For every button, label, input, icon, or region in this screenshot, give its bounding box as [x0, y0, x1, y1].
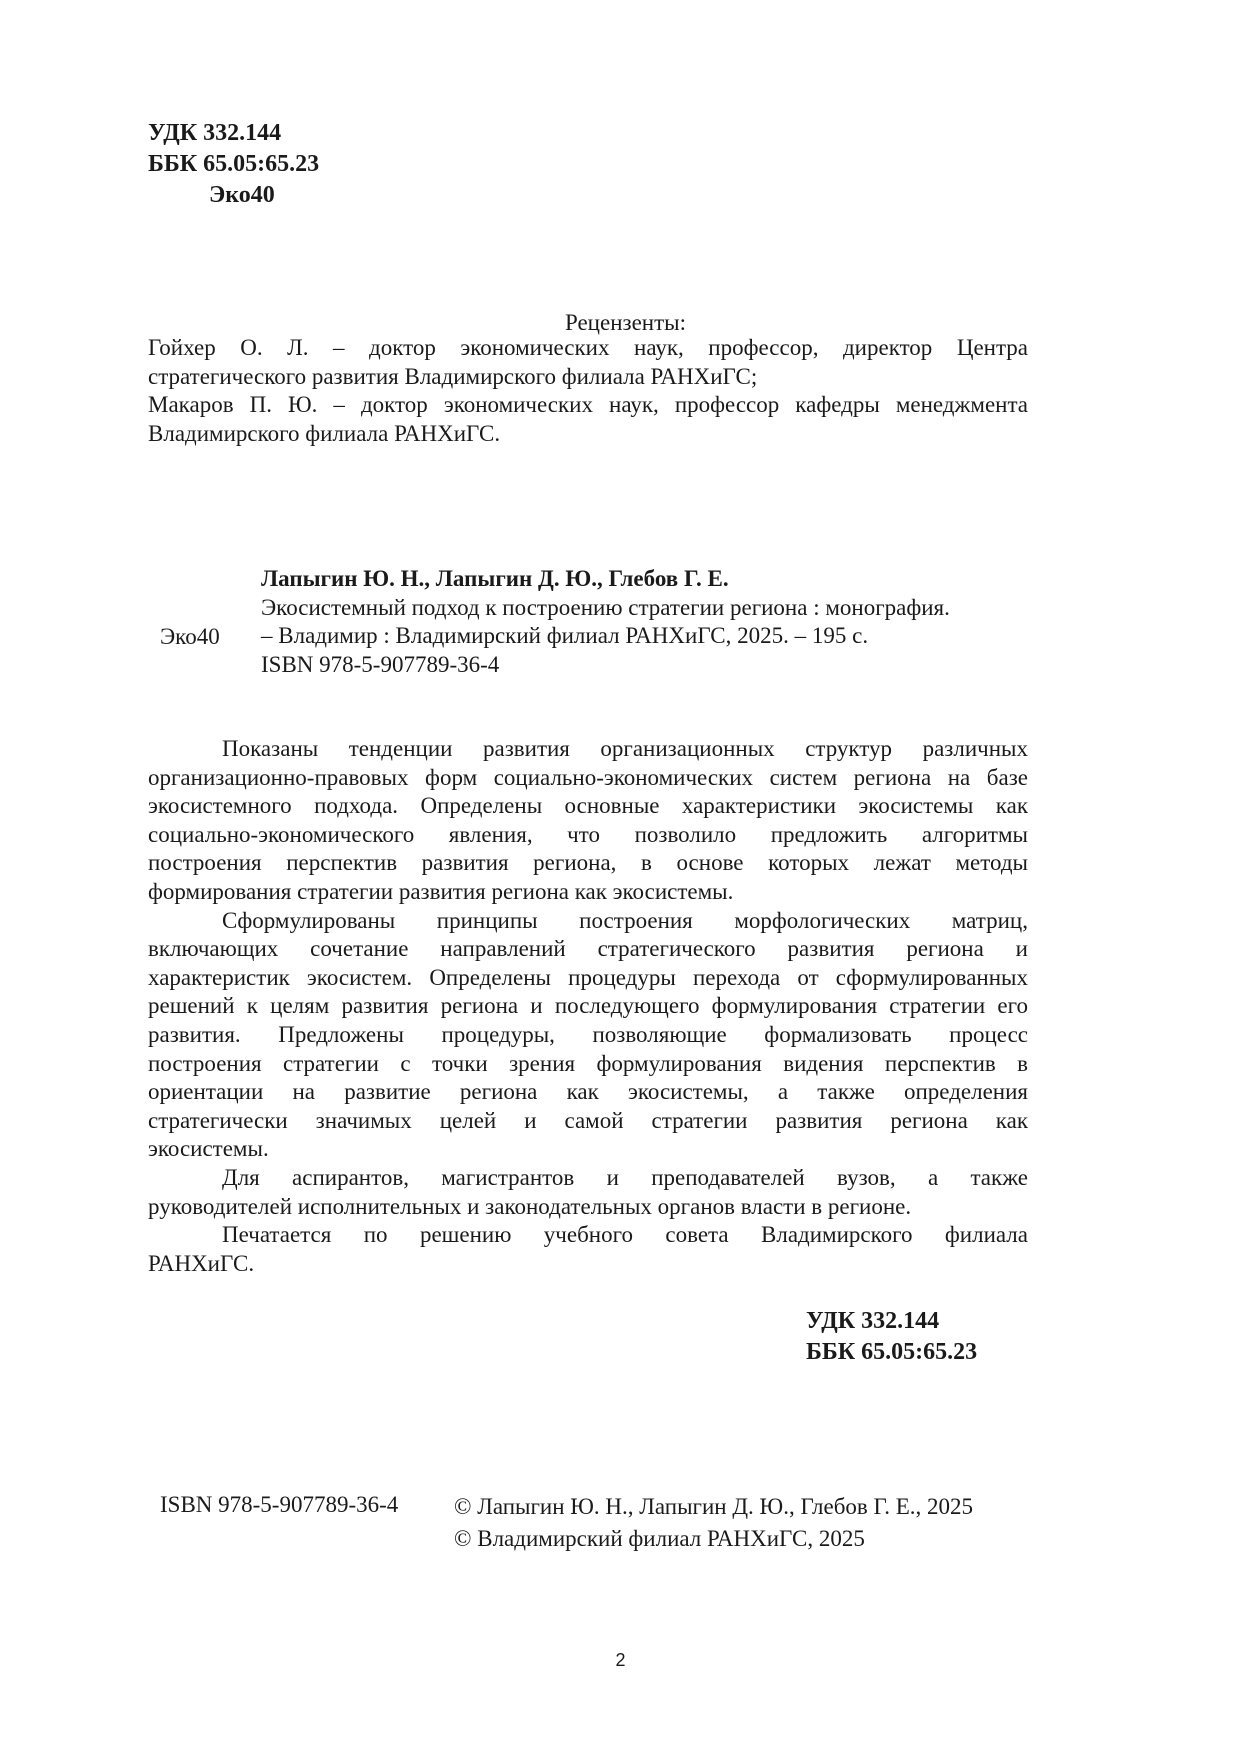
- imprint-isbn: ISBN 978-5-907789-36-4: [160, 1492, 399, 1517]
- annotation-line: построения перспектив развития региона, в основе которых лежат методы: [148, 850, 1028, 876]
- annotation-line: Печатается по решению учебного совета Владимирского филиала: [222, 1222, 1028, 1248]
- annotation-line: Показаны тенденции развития организационных структур различных: [222, 736, 1028, 761]
- page-number: 2: [615, 1650, 626, 1670]
- reviewer-line: Владимирского филиала РАНХиГС.: [148, 420, 501, 446]
- reviewer-line: стратегического развития Владимирского филиала РАНХиГС;: [148, 363, 758, 389]
- annotation-line: экосистемного подхода. Определены основные характеристики экосистемы как: [148, 793, 1028, 819]
- annotation-line: ориентации на развитие региона как экосистемы, а также определения: [148, 1079, 1028, 1105]
- bib-authors: Лапыгин Ю. Н., Лапыгин Д. Ю., Глебов Г. Е.: [261, 566, 729, 591]
- annotation-paragraph: [148, 735, 1028, 907]
- bib-publisher: – Владимир : Владимирский филиал РАНХиГС, 2025. – 195 с.: [261, 623, 869, 649]
- annotation-paragraph: [148, 1221, 1028, 1278]
- annotation-line: руководителей исполнительных и законодательных органов власти в регионе.: [148, 1193, 912, 1219]
- annotation-paragraph: [148, 907, 1028, 1164]
- annotation-line: развития. Предложены процедуры, позволяющие формализовать процесс: [148, 1021, 1028, 1047]
- bbk-code-bottom: ББК 65.05:65.23: [806, 1339, 978, 1365]
- annotation: [148, 735, 1028, 1278]
- bib-author-mark: Эко40: [160, 624, 220, 649]
- reviewers-list: [148, 334, 1028, 448]
- annotation-line: построения стратегии с точки зрения формулирования видения перспектив в: [148, 1050, 1028, 1076]
- annotation-line: экосистемы.: [148, 1136, 269, 1162]
- reviewer-line: Макаров П. Ю. – доктор экономических наук, профессор кафедры менеджмента: [148, 392, 1028, 418]
- annotation-line: социально-экономического явления, что позволило предложить алгоритмы: [148, 821, 1028, 847]
- bibliographic-record: [261, 565, 1027, 679]
- annotation-line: включающих сочетание направлений стратегического развития региона и: [148, 936, 1028, 962]
- copyright-publisher: © Владимирский филиал РАНХиГС, 2025: [454, 1526, 865, 1551]
- annotation-line: стратегически значимых целей и самой стратегии развития региона как: [148, 1107, 1028, 1133]
- udk-code-bottom: УДК 332.144: [806, 1308, 940, 1334]
- udk-code: УДК 332.144: [148, 120, 282, 146]
- annotation-line: формирования стратегии развития региона как экосистемы.: [148, 878, 734, 904]
- bib-title: Экосистемный подход к построению стратегии региона : монография.: [261, 594, 950, 620]
- reviewer-line: Гойхер О. Л. – доктор экономических наук, профессор, директор Центра: [148, 335, 1028, 360]
- annotation-paragraph: [148, 1164, 1028, 1221]
- copyright-block: [454, 1491, 973, 1555]
- author-mark: Эко40: [209, 182, 275, 208]
- bib-isbn: ISBN 978-5-907789-36-4: [261, 651, 500, 677]
- bottom-classification-codes: [806, 1306, 977, 1368]
- annotation-line: характеристик экосистем. Определены процедуры перехода от сформулированных: [148, 964, 1028, 990]
- annotation-line: решений к целям развития региона и последующего формулирования стратегии его: [148, 993, 1028, 1019]
- annotation-line: организационно-правовых форм социально-экономических систем региона на базе: [148, 764, 1028, 790]
- bbk-code: ББК 65.05:65.23: [148, 151, 320, 177]
- top-classification-codes: [148, 118, 319, 211]
- annotation-line: Сформулированы принципы построения морфологических матриц,: [222, 907, 1028, 933]
- reviewers-heading: Рецензенты:: [564, 310, 687, 335]
- annotation-line: РАНХиГС.: [148, 1250, 255, 1276]
- annotation-line: Для аспирантов, магистрантов и преподавателей вузов, а также: [222, 1164, 1028, 1190]
- copyright-authors: © Лапыгин Ю. Н., Лапыгин Д. Ю., Глебов Г. Е., 2025: [454, 1494, 974, 1519]
